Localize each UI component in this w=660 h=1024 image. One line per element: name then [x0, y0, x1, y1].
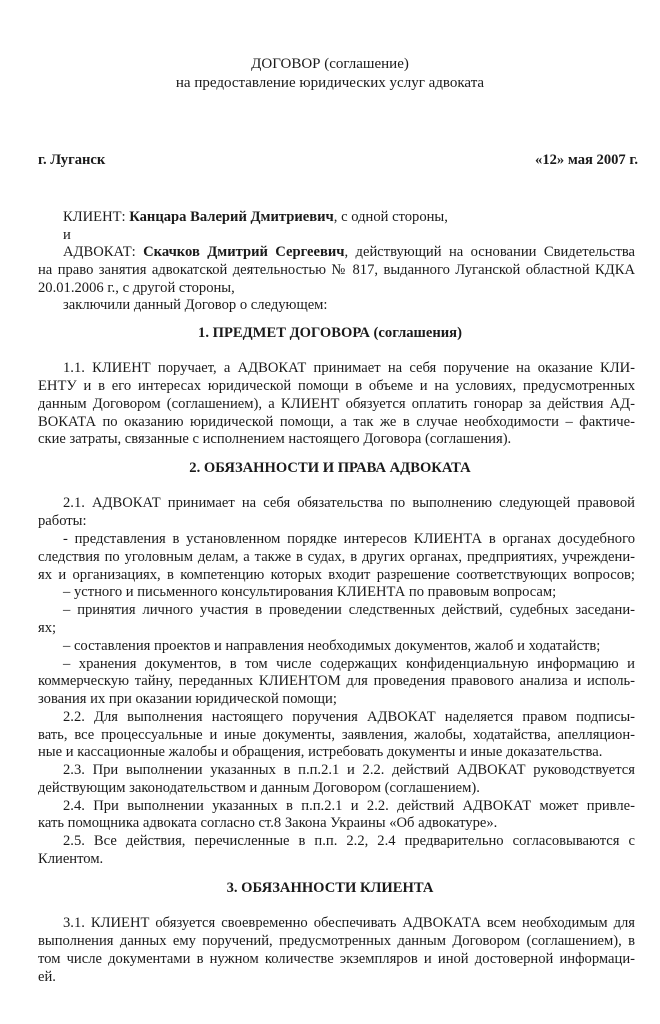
advocate-line [63, 244, 635, 262]
section2-line: 2.3. При выполнении указанных в п.п.2.1 и 2.2. действий АДВОКАТ руководствуется [63, 762, 635, 778]
section3-heading: 3. ОБЯЗАННОСТИ КЛИЕНТА [226, 880, 434, 896]
document-title: ДОГОВОР (соглашение) [251, 56, 409, 72]
section2-line: следствия по уголовным делам, а также в судах, в других органах, предприятиях, учреждени- [38, 549, 635, 565]
section2-line: 2.2. Для выполнения настоящего поручения АДВОКАТ наделяется правом подписы- [63, 709, 635, 725]
section2-line: – хранения документов, в том числе содержащих конфиденциальную информацию и [63, 656, 635, 672]
section2-line: ях; [38, 620, 57, 636]
client-suffix: , с одной стороны, [333, 209, 448, 225]
section2-line: Клиентом. [38, 851, 104, 867]
section2-line: 2.5. Все действия, перечисленные в п.п. 2.2, 2.4 предварительно согласовываются с [63, 833, 635, 849]
section2-line: 2.4. При выполнении указанных в п.п.2.1 и 2.2. действий АДВОКАТ может привле- [63, 798, 635, 814]
section2-line: – принятия личного участия в проведении следственных действий, судебных заседани- [63, 602, 635, 618]
section3-line: выполнения данных ему поручений, предусмотренных данным Договором (соглашением), в [38, 933, 635, 949]
advocate-name: Скачков Дмитрий Сергеевич [143, 244, 345, 260]
section2-heading: 2. ОБЯЗАННОСТИ И ПРАВА АДВОКАТА [189, 460, 471, 476]
contract-date: «12» мая 2007 г. [535, 152, 638, 168]
section1-line: данным Договором (соглашением), а КЛИЕНТ обязуется оплатить гонорар за действия АД- [38, 396, 635, 412]
city: г. Луганск [38, 152, 106, 168]
section2-line: - представления в установленном порядке интересов КЛИЕНТА в органах досудебного [63, 531, 635, 547]
section3-line: том числе документами в нужном количестве экземпляров и иной достоверной информаци- [38, 951, 635, 967]
section2-line: зования их при оказании юридической помощи; [38, 691, 337, 707]
client-line [63, 209, 448, 227]
section2-line: кать помощника адвоката согласно ст.8 Закона Украины «Об адвокатуре». [38, 815, 498, 831]
section2-line: вать, все процессуальные и иные документы, заявления, жалобы, ходатайства, апелляцион- [38, 727, 635, 743]
advocate-label: АДВОКАТ: [63, 244, 144, 260]
section2-line: коммерческую тайну, переданных КЛИЕНТОМ для проведения правового анализа и исполь- [38, 673, 635, 689]
document-subtitle: на предоставление юридических услуг адвоката [175, 75, 485, 91]
section3-line: 3.1. КЛИЕНТ обязуется своевременно обеспечивать АДВОКАТА всем необходимым для [63, 915, 635, 931]
advocate-certificate: на право занятия адвокатской деятельностью № 817, выданного Луганской областной КДКА [38, 262, 635, 278]
section2-line: ные и кассационные жалобы и обращения, истребовать документы и иные доказательства. [38, 744, 603, 760]
section2-line: действующим законодательством и данным Договором (соглашением). [38, 780, 480, 796]
section2-line: ях и организациях, в компетенцию которых входит разрешение соответствующих вопросов; [38, 567, 635, 583]
section2-line: работы: [38, 513, 87, 529]
advocate-date: 20.01.2006 г., с другой стороны, [38, 280, 235, 296]
section1-line: ские затраты, связанные с исполнением настоящего Договора (соглашения). [38, 431, 512, 447]
client-label: КЛИЕНТ: [63, 209, 130, 225]
section3-line: ей. [38, 969, 56, 985]
section1-line: ЕНТУ и в его интересах юридической помощи в объеме и на условиях, предусмотренных [38, 378, 635, 394]
advocate-line1-rest: , действующий на основании Свидетельства [344, 244, 636, 260]
section1-line: 1.1. КЛИЕНТ поручает, а АДВОКАТ принимает на себя поручение на оказание КЛИ- [63, 360, 635, 376]
section2-line: – устного и письменного консультирования КЛИЕНТА по правовым вопросам; [63, 584, 557, 600]
section1-line: ВОКАТА по оказанию юридической помощи, а так же в случае необходимости – фактиче- [38, 414, 635, 430]
and-word: и [63, 227, 71, 243]
concluded-line: заключили данный Договор о следующем: [63, 297, 328, 313]
section2-line: 2.1. АДВОКАТ принимает на себя обязательства по выполнению следующей правовой [63, 495, 635, 511]
section2-line: – составления проектов и направления необходимых документов, жалоб и ходатайств; [63, 638, 601, 654]
section1-heading: 1. ПРЕДМЕТ ДОГОВОРА (соглашения) [198, 325, 462, 341]
client-name: Канцара Валерий Дмитриевич [129, 209, 334, 225]
